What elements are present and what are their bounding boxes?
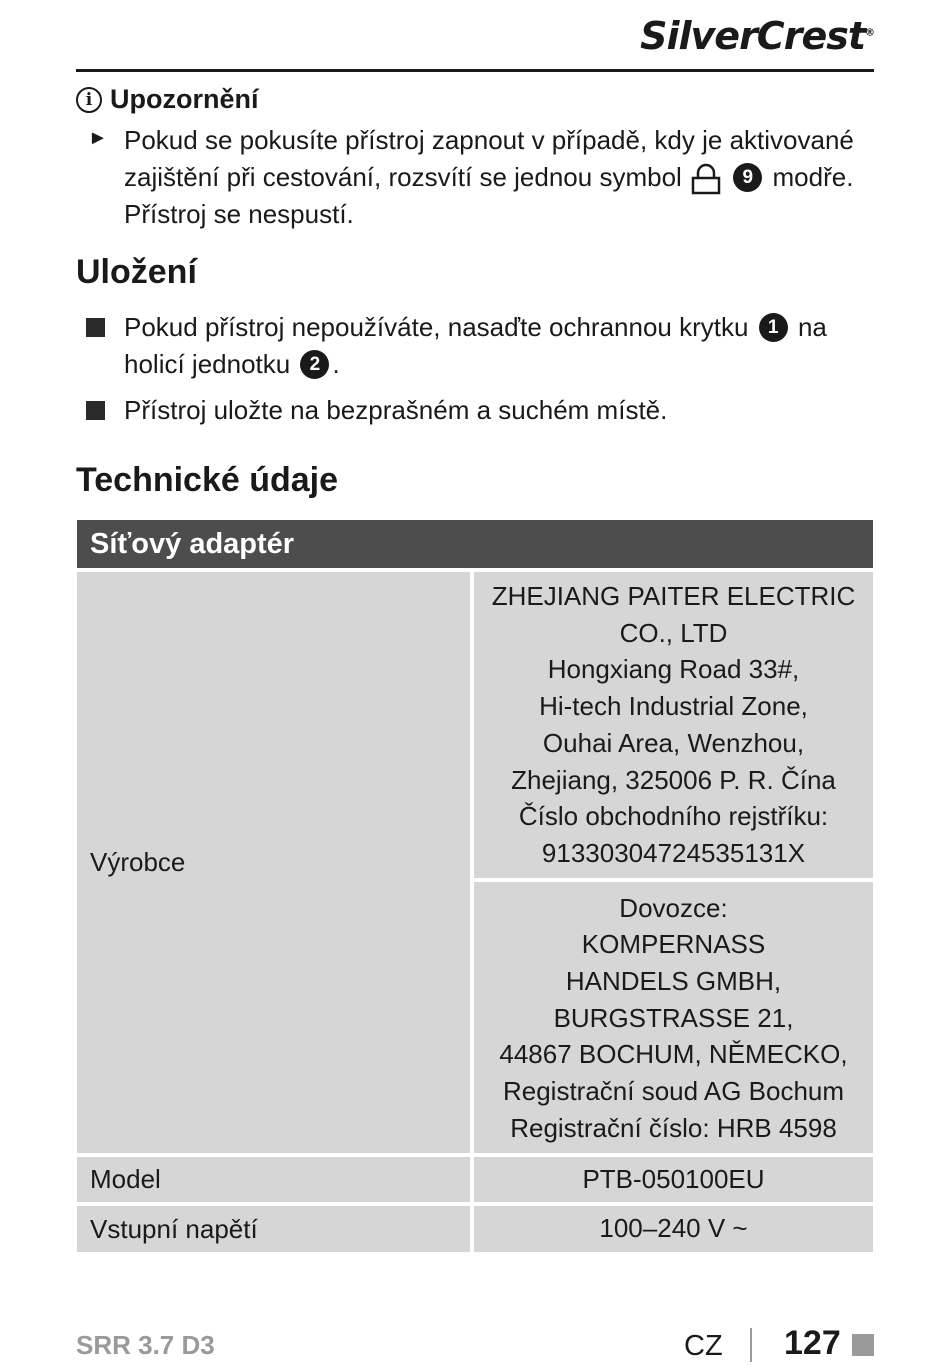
storage-item-1-text-end: na <box>797 312 827 342</box>
row-values <box>474 1206 873 1252</box>
storage-item-1 <box>124 309 864 383</box>
value-line: HANDELS GMBH, <box>565 966 782 997</box>
row-label: Výrobce <box>77 572 470 1153</box>
value-line: Registrační číslo: HRB 4598 <box>510 1112 837 1143</box>
value-line: ZHEJIANG PAITER ELECTRIC <box>491 581 856 611</box>
value-line: Ouhai Area, Wenzhou, <box>542 727 805 758</box>
value-line: 91330304724535131X <box>541 837 806 868</box>
note-line-2-start: zajištění při cestování, rozsvítí se jednou symbol <box>124 162 682 192</box>
note-line-2-end: modře. <box>772 162 854 192</box>
storage-heading: Uložení <box>76 253 197 291</box>
lock-icon <box>691 163 721 195</box>
value-line: 100–240 V ~ <box>599 1213 748 1244</box>
note-heading-text: Upozornění <box>110 84 259 114</box>
brand-name: SilverCrest <box>640 14 865 58</box>
value-line: Zhejiang, 325006 P. R. Čína <box>511 764 836 795</box>
spec-table <box>77 520 873 1252</box>
value-line: PTB-050100EU <box>582 1163 765 1194</box>
info-icon: i <box>76 87 102 113</box>
value-line: Hi-tech Industrial Zone, <box>539 691 808 722</box>
registered-mark: ® <box>865 27 874 39</box>
footer-model: SRR 3.7 D3 <box>76 1330 215 1360</box>
footer-square-icon <box>852 1334 874 1356</box>
footer-language: CZ <box>684 1330 723 1362</box>
storage-item-1-text: Pokud přístroj nepoužíváte, nasaďte ochrannou krytku <box>124 312 749 342</box>
header-rule <box>76 69 874 72</box>
row-values <box>474 1157 873 1203</box>
part-number-badge: 2 <box>300 350 329 379</box>
square-bullet-icon <box>86 401 105 420</box>
storage-item-2: Přístroj uložte na bezprašném a suchém místě. <box>124 395 668 425</box>
symbol-number-badge: 9 <box>733 163 762 192</box>
brand-logo <box>640 14 874 58</box>
note-body <box>124 122 884 233</box>
value-line: Registrační soud AG Bochum <box>502 1076 845 1107</box>
row-label: Model <box>77 1157 470 1203</box>
note-heading <box>76 84 259 115</box>
value-line: 44867 BOCHUM, NĚMECKO, <box>499 1039 848 1070</box>
table-body <box>77 572 873 1252</box>
square-bullet-icon <box>86 318 105 337</box>
table-row <box>77 572 873 1153</box>
part-number-badge: 1 <box>759 313 788 342</box>
row-values <box>474 572 873 1153</box>
value-line: Číslo obchodního rejstříku: <box>518 801 829 832</box>
table-row <box>77 1206 873 1252</box>
value-cell <box>474 572 873 878</box>
footer-divider <box>750 1328 752 1362</box>
storage-item-1-period: . <box>332 349 340 379</box>
value-cell <box>474 1206 873 1252</box>
page-number: 127 <box>784 1324 841 1362</box>
arrow-bullet-icon: ► <box>88 127 108 149</box>
note-line-2 <box>124 159 884 196</box>
table-row <box>77 1157 873 1203</box>
table-title: Síťový adaptér <box>77 520 873 568</box>
value-line: BURGSTRASSE 21, <box>553 1002 794 1033</box>
tech-heading: Technické údaje <box>76 461 339 499</box>
value-line: CO., LTD <box>619 617 728 648</box>
value-cell <box>474 1157 873 1203</box>
note-line-1: Pokud se pokusíte přístroj zapnout v případě, kdy je aktivované <box>124 125 854 155</box>
row-label: Vstupní napětí <box>77 1206 470 1252</box>
note-line-3: Přístroj se nespustí. <box>124 199 354 229</box>
storage-item-1-line-2: holicí jednotku <box>124 349 291 379</box>
value-line: Hongxiang Road 33#, <box>547 654 800 685</box>
value-line: Dovozce: <box>619 892 728 923</box>
value-line: KOMPERNASS <box>581 929 766 960</box>
value-cell <box>474 882 873 1153</box>
